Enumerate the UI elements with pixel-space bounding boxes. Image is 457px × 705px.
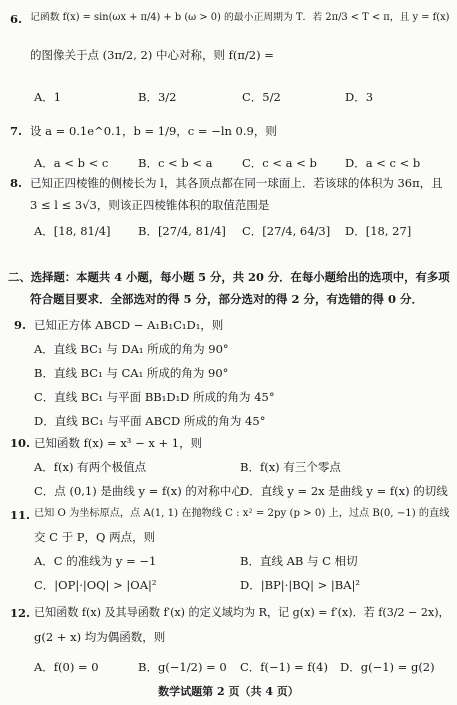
option-c: C．[27/4, 64/3] — [242, 224, 331, 238]
question-text-line-2: 的图像关于点 (3π/2, 2) 中心对称，则 f(π/2) = — [30, 48, 274, 62]
option-b: B．[27/4, 81/4] — [138, 224, 226, 238]
question-number: 6. — [10, 12, 23, 26]
option-b: B．g(−1/2) = 0 — [138, 660, 227, 674]
option-d: D．|BP|·|BQ| > |BA|² — [240, 578, 361, 592]
question-text-line-2: g(2 + x) 均为偶函数，则 — [34, 630, 166, 644]
question-number: 11. — [10, 508, 31, 522]
question-text-line-2: 3 ≤ l ≤ 3√3，则该正四棱锥体积的取值范围是 — [30, 198, 270, 212]
option-a: A．1 — [34, 90, 62, 104]
option-a: A．a < b < c — [34, 156, 109, 170]
option-a: A．f(0) = 0 — [34, 660, 99, 674]
option-c: C．5/2 — [242, 90, 281, 104]
question-text-line-1: 已知函数 f(x) 及其导函数 f′(x) 的定义域均为 R，记 g(x) = f′(x)．若 f(3/2 − 2x)， — [34, 606, 450, 619]
option-c: C．f(−1) = f(4) — [240, 660, 328, 674]
option-d: D．3 — [345, 90, 374, 104]
option-d: D．a < c < b — [345, 156, 421, 170]
question-text-line-1: 已知 O 为坐标原点，点 A(1, 1) 在抛物线 C : x² = 2py (p > 0) 上，过点 B(0, −1) 的直线 — [34, 508, 450, 519]
question-text-line-1: 已知正四棱锥的侧棱长为 l，其各顶点都在同一球面上．若该球的体积为 36π，且 — [30, 176, 443, 190]
question-number: 12. — [10, 606, 31, 620]
section-title-line-2: 符合题目要求．全部选对的得 5 分，部分选对的得 2 分，有选错的得 0 分． — [30, 292, 424, 306]
question-number: 10. — [10, 436, 31, 450]
option-b: B．c < b < a — [138, 156, 213, 170]
option-d: D．[18, 27] — [345, 224, 412, 238]
option-b: B．f(x) 有三个零点 — [240, 460, 341, 474]
question-text-line-1: 已知函数 f(x) = x³ − x + 1，则 — [34, 436, 203, 450]
option-c: C．c < a < b — [242, 156, 317, 170]
option-b: B．3/2 — [138, 90, 177, 104]
option-c: C．直线 BC₁ 与平面 BB₁D₁D 所成的角为 45° — [34, 390, 275, 404]
option-a: A．[18, 81/4] — [34, 224, 111, 238]
option-d: D．直线 y = 2x 是曲线 y = f(x) 的切线 — [240, 484, 448, 498]
option-a: A．直线 BC₁ 与 DA₁ 所成的角为 90° — [34, 342, 229, 356]
option-d: D．直线 BC₁ 与平面 ABCD 所成的角为 45° — [34, 414, 266, 428]
option-d: D．g(−1) = g(2) — [340, 660, 435, 674]
option-c: C．|OP|·|OQ| > |OA|² — [34, 578, 157, 592]
section-title-line-1: 二、选择题：本题共 4 小题，每小题 5 分，共 20 分．在每小题给出的选项中，有多项 — [8, 270, 450, 284]
question-number: 7. — [10, 124, 23, 138]
question-text-line-2: 交 C 于 P，Q 两点，则 — [34, 530, 156, 544]
question-text-line-1: 设 a = 0.1e^0.1，b = 1/9，c = −ln 0.9，则 — [30, 124, 277, 138]
option-b: B．直线 AB 与 C 相切 — [240, 554, 358, 568]
question-text-line-1: 已知正方体 ABCD − A₁B₁C₁D₁，则 — [34, 318, 224, 332]
question-number: 9. — [14, 318, 27, 332]
question-text-line-1: 记函数 f(x) = sin(ωx + π/4) + b (ω > 0) 的最小正周期为 T．若 2π/3 < T < π，且 y = f(x) — [30, 12, 450, 23]
option-c: C．点 (0,1) 是曲线 y = f(x) 的对称中心 — [34, 484, 243, 498]
page-footer: 数学试题第 2 页（共 4 页） — [158, 685, 299, 698]
option-b: B．直线 BC₁ 与 CA₁ 所成的角为 90° — [34, 366, 229, 380]
question-number: 8. — [10, 176, 23, 190]
option-a: A．C 的准线为 y = −1 — [34, 554, 157, 568]
option-a: A．f(x) 有两个极值点 — [34, 460, 147, 474]
